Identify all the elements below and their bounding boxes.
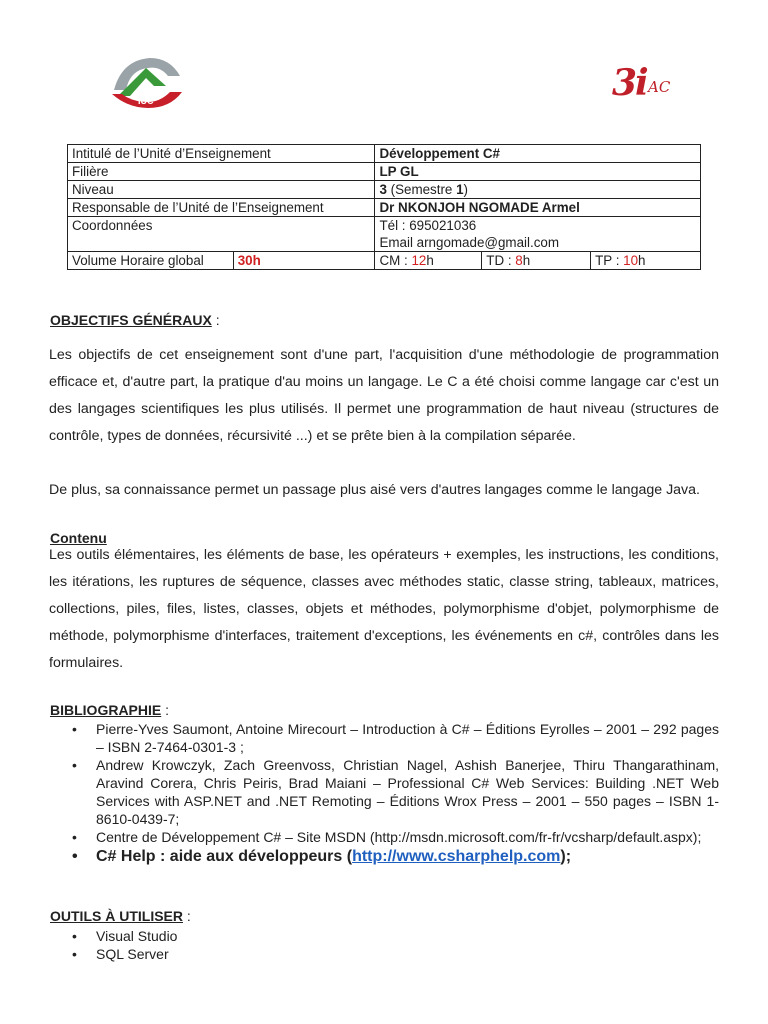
csharp-help-suffix: ); [560, 848, 572, 865]
tp-unit: h [638, 253, 646, 268]
bibliographie-title: BIBLIOGRAPHIE [50, 702, 162, 718]
list-item: • Pierre-Yves Saumont, Antoine Mirecourt – Introduction à C# – Éditions Eyrolles – 2001 – 292 pages – ISBN 2-7464-0301-3 ; [49, 720, 719, 756]
phone-number: Tél : 695021036 [379, 218, 477, 233]
label-niveau: Niveau [68, 181, 375, 199]
email-address: Email arngomade@gmail.com [379, 235, 559, 250]
3iac-logo-main: 3i [612, 62, 647, 104]
value-coordonnees [375, 217, 701, 252]
objectifs-paragraph-2: De plus, sa connaissance permet un passage plus aisé vers d'autres langages comme le langage Java. [49, 482, 700, 498]
contenu-paragraph: Les outils élémentaires, les éléments de base, les opérateurs + exemples, les instructions, les conditions, les itérations, les ruptures de séquence, classes avec méthodes static, classe string, tableaux, matrices, collections, piles, files, listes, classes, objets et méthodes, polymorphisme d'objet, polymorphisme de méthode, polymorphisme d'interfaces, traitement d'exceptions, les événements en c#, contrôles dans les formulaires. [49, 547, 719, 671]
value-responsable: Dr NKONJOH NGOMADE Armel [375, 199, 701, 217]
outils-title: OUTILS À UTILISER [50, 908, 183, 924]
tp-label: TP : [595, 253, 624, 268]
tp-value: 10 [623, 253, 639, 268]
label-responsable: Responsable de l’Unité de l’Enseignement [68, 199, 375, 217]
table-row [68, 199, 701, 217]
objectifs-title: OBJECTIFS GÉNÉRAUX [50, 312, 212, 328]
cm-value: 12 [411, 253, 427, 268]
list-item: • Andrew Krowczyk, Zach Greenvoss, Christian Nagel, Ashish Banerjee, Thiru Thangarathinam, Aravind Corera, Chris Peiris, Brad Maiani – Professional C# Web Services: Building .NET Web Services with ASP.NET and .NET Remoting – Éditions Wrox Press – 2001 – 550 pages – ISBN 1-8610-0439-7; [49, 756, 719, 828]
tools-list [49, 927, 719, 963]
value-td [482, 252, 591, 270]
outils-heading [50, 908, 191, 924]
3iac-logo [608, 60, 674, 116]
value-filiere: LP GL [375, 163, 701, 181]
iuc-logo [108, 52, 186, 110]
course-info-table [67, 144, 701, 270]
label-volume: Volume Horaire global [68, 252, 234, 270]
cm-unit: h [426, 253, 434, 268]
bibliography-list [49, 720, 719, 868]
table-row [68, 145, 701, 163]
table-row [68, 252, 701, 270]
outils-title-suffix: : [183, 908, 191, 924]
table-row [68, 181, 701, 199]
value-niveau [375, 181, 701, 199]
value-volume-total: 30h [233, 252, 375, 270]
iuc-logo-text: IUC [138, 96, 154, 106]
3iac-logo-sub: AC [648, 78, 671, 96]
niveau-open: (Semestre [386, 182, 457, 197]
label-filiere: Filière [68, 163, 375, 181]
bibliographie-heading [50, 702, 169, 718]
objectifs-heading [50, 312, 220, 328]
list-item: • Visual Studio [49, 927, 719, 945]
csharp-help-text: C# Help : aide aux développeurs ( [96, 848, 353, 865]
bibliographie-title-suffix: : [161, 702, 170, 718]
list-item: • SQL Server [49, 945, 719, 963]
niveau-semestre: 1 [456, 182, 464, 197]
label-intitule: Intitulé de l’Unité d’Enseignement [68, 145, 375, 163]
table-row [68, 163, 701, 181]
list-item [49, 846, 719, 868]
value-cm [375, 252, 482, 270]
list-item: • Centre de Développement C# – Site MSDN (http://msdn.microsoft.com/fr-fr/vcsharp/default.aspx); [49, 828, 719, 846]
contenu-heading: Contenu [50, 530, 107, 546]
value-intitule: Développement C# [375, 145, 701, 163]
table-row [68, 217, 701, 252]
cm-label: CM : [379, 253, 412, 268]
value-tp [591, 252, 701, 270]
objectifs-paragraph-1: Les objectifs de cet enseignement sont d'une part, l'acquisition d'une méthodologie de programmation efficace et, d'autre part, la pratique d'au moins un langage. Le C a été choisi comme langage car c'est un des langages scientifiques les plus utilisés. Il permet une programmation de haut niveau (structures de contrôle, types de données, récursivité ...) et se prête bien à la compilation séparée. [49, 347, 719, 444]
label-coordonnees: Coordonnées [68, 217, 375, 252]
csharp-help-link[interactable]: http://www.csharphelp.com [352, 848, 561, 865]
objectifs-title-suffix: : [211, 312, 220, 328]
td-value: 8 [515, 253, 523, 268]
td-unit: h [522, 253, 531, 268]
niveau-close: ) [463, 182, 469, 197]
niveau-number: 3 [379, 182, 387, 197]
td-label: TD : [486, 253, 516, 268]
